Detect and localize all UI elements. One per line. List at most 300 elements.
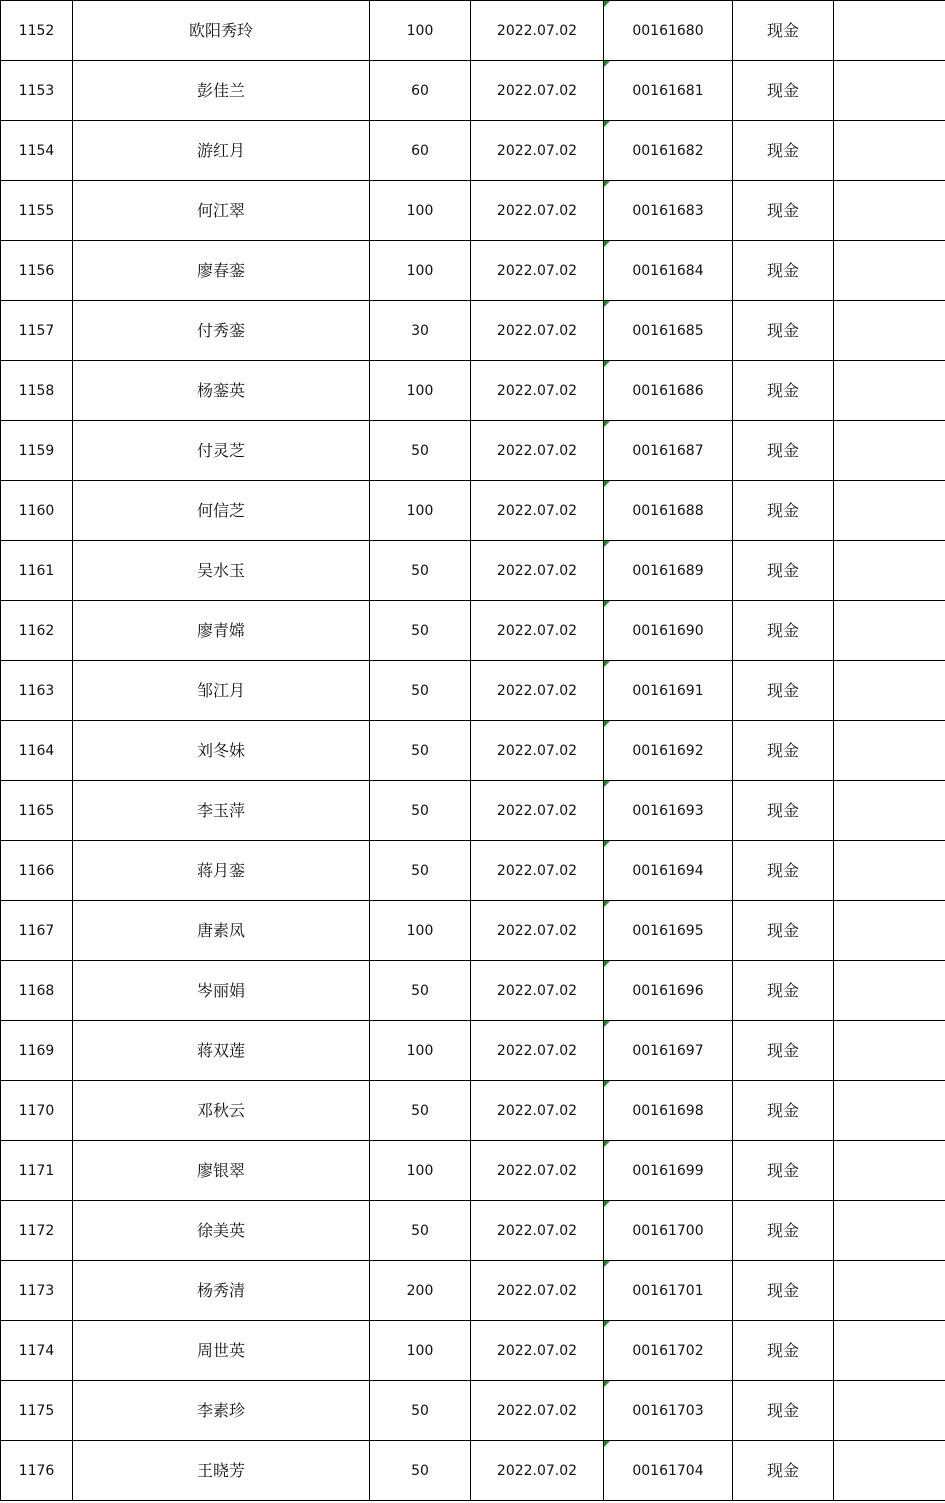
- amount-cell[interactable]: [370, 1141, 471, 1201]
- receipt-number-cell[interactable]: [604, 1201, 733, 1261]
- date-cell[interactable]: [471, 961, 604, 1021]
- amount-text: 100: [406, 1162, 434, 1179]
- text-format-marker-icon: [604, 721, 610, 727]
- text-format-marker-icon: [604, 1261, 610, 1267]
- payment-method-cell[interactable]: [733, 781, 834, 841]
- amount-text: 60: [411, 142, 429, 159]
- donor-name-cell[interactable]: [73, 481, 370, 541]
- date-text: 2022.07.02: [496, 1222, 578, 1239]
- table-row[interactable]: [1, 1021, 945, 1081]
- donor-name-cell[interactable]: [73, 721, 370, 781]
- amount-cell[interactable]: [370, 721, 471, 781]
- serial-number-cell[interactable]: [1, 1261, 73, 1321]
- receipt-number-cell[interactable]: [604, 841, 733, 901]
- note-cell[interactable]: [834, 1381, 945, 1441]
- date-cell[interactable]: [471, 121, 604, 181]
- receipt-number-cell[interactable]: [604, 1441, 733, 1501]
- table-row[interactable]: [1, 1141, 945, 1201]
- date-cell[interactable]: [471, 181, 604, 241]
- donor-name-cell[interactable]: [73, 301, 370, 361]
- date-text: 2022.07.02: [496, 742, 578, 759]
- donor-name-cell[interactable]: [73, 1441, 370, 1501]
- payment-method-cell[interactable]: [733, 1201, 834, 1261]
- date-text: 2022.07.02: [496, 382, 578, 399]
- donor-name-text: 蒋月銮: [196, 860, 245, 880]
- amount-text: 100: [406, 1342, 434, 1359]
- note-cell[interactable]: [834, 181, 945, 241]
- donor-name-text: 邓秋云: [196, 1100, 245, 1120]
- table-row[interactable]: [1, 421, 945, 481]
- amount-cell[interactable]: [370, 1441, 471, 1501]
- amount-cell[interactable]: [370, 601, 471, 661]
- amount-cell[interactable]: [370, 1201, 471, 1261]
- table-row[interactable]: [1, 781, 945, 841]
- payment-method-cell[interactable]: [733, 1021, 834, 1081]
- receipt-number-cell[interactable]: [604, 1, 733, 61]
- date-text: 2022.07.02: [496, 1102, 578, 1119]
- serial-number-cell[interactable]: [1, 61, 73, 121]
- donor-name-text: 付灵芝: [196, 440, 245, 460]
- table-row[interactable]: [1, 481, 945, 541]
- receipt-number-cell[interactable]: [604, 61, 733, 121]
- receipt-number-text: 00161690: [632, 622, 704, 639]
- serial-number-text: 1173: [18, 1282, 55, 1299]
- donor-name-cell[interactable]: [73, 781, 370, 841]
- date-text: 2022.07.02: [496, 502, 578, 519]
- donor-name-cell[interactable]: [73, 1021, 370, 1081]
- amount-cell[interactable]: [370, 61, 471, 121]
- receipt-number-text: 00161689: [632, 562, 704, 579]
- donor-name-cell[interactable]: [73, 181, 370, 241]
- date-cell[interactable]: [471, 541, 604, 601]
- serial-number-cell[interactable]: [1, 1021, 73, 1081]
- table-row[interactable]: [1, 661, 945, 721]
- donor-name-text: 徐美英: [196, 1220, 245, 1240]
- serial-number-cell[interactable]: [1, 841, 73, 901]
- receipt-number-cell[interactable]: [604, 121, 733, 181]
- note-cell[interactable]: [834, 361, 945, 421]
- table-row[interactable]: [1, 1381, 945, 1441]
- serial-number-text: 1176: [18, 1462, 55, 1479]
- receipt-number-text: 00161687: [632, 442, 704, 459]
- table-row[interactable]: [1, 1, 945, 61]
- serial-number-cell[interactable]: [1, 1321, 73, 1381]
- amount-cell[interactable]: [370, 1381, 471, 1441]
- date-cell[interactable]: [471, 241, 604, 301]
- receipt-number-cell[interactable]: [604, 781, 733, 841]
- receipt-number-text: 00161699: [632, 1162, 704, 1179]
- note-cell[interactable]: [834, 661, 945, 721]
- table-row[interactable]: [1, 1441, 945, 1501]
- payment-method-cell[interactable]: [733, 601, 834, 661]
- payment-method-text: 现金: [766, 200, 799, 220]
- payment-method-cell[interactable]: [733, 481, 834, 541]
- donor-name-text: 刘冬妹: [196, 740, 245, 760]
- receipt-number-cell[interactable]: [604, 541, 733, 601]
- note-cell[interactable]: [834, 1201, 945, 1261]
- receipt-number-text: 00161685: [632, 322, 704, 339]
- date-cell[interactable]: [471, 1261, 604, 1321]
- text-format-marker-icon: [604, 1141, 610, 1147]
- note-cell[interactable]: [834, 541, 945, 601]
- note-cell[interactable]: [834, 1, 945, 61]
- receipt-number-cell[interactable]: [604, 1021, 733, 1081]
- donor-name-cell[interactable]: [73, 1201, 370, 1261]
- serial-number-cell[interactable]: [1, 121, 73, 181]
- receipt-number-text: 00161702: [632, 1342, 704, 1359]
- receipt-number-text: 00161686: [632, 382, 704, 399]
- receipt-number-cell[interactable]: [604, 1321, 733, 1381]
- receipt-number-cell[interactable]: [604, 1261, 733, 1321]
- receipt-number-cell[interactable]: [604, 1081, 733, 1141]
- text-format-marker-icon: [604, 1021, 610, 1027]
- note-cell[interactable]: [834, 241, 945, 301]
- date-cell[interactable]: [471, 721, 604, 781]
- table-row[interactable]: [1, 1321, 945, 1381]
- amount-text: 60: [411, 82, 429, 99]
- donor-name-cell[interactable]: [73, 361, 370, 421]
- note-cell[interactable]: [834, 1261, 945, 1321]
- payment-method-cell[interactable]: [733, 301, 834, 361]
- note-cell[interactable]: [834, 841, 945, 901]
- serial-number-cell[interactable]: [1, 1441, 73, 1501]
- serial-number-text: 1163: [18, 682, 55, 699]
- donor-name-cell[interactable]: [73, 961, 370, 1021]
- note-cell[interactable]: [834, 61, 945, 121]
- payment-method-text: 现金: [766, 20, 799, 40]
- receipt-number-cell[interactable]: [604, 241, 733, 301]
- amount-text: 50: [411, 862, 429, 879]
- receipt-number-cell[interactable]: [604, 1141, 733, 1201]
- date-text: 2022.07.02: [496, 1342, 578, 1359]
- receipt-number-cell[interactable]: [604, 421, 733, 481]
- date-text: 2022.07.02: [496, 262, 578, 279]
- receipt-number-text: 00161691: [632, 682, 704, 699]
- note-cell[interactable]: [834, 1141, 945, 1201]
- date-cell[interactable]: [471, 421, 604, 481]
- note-cell[interactable]: [834, 121, 945, 181]
- serial-number-cell[interactable]: [1, 481, 73, 541]
- amount-text: 100: [406, 382, 434, 399]
- text-format-marker-icon: [604, 1321, 610, 1327]
- amount-cell[interactable]: [370, 1, 471, 61]
- table-row[interactable]: [1, 721, 945, 781]
- serial-number-cell[interactable]: [1, 1, 73, 61]
- receipt-number-text: 00161703: [632, 1402, 704, 1419]
- table-row[interactable]: [1, 1081, 945, 1141]
- date-cell[interactable]: [471, 301, 604, 361]
- donor-name-text: 周世英: [196, 1340, 245, 1360]
- text-format-marker-icon: [604, 1, 610, 7]
- receipt-number-cell[interactable]: [604, 661, 733, 721]
- donor-name-cell[interactable]: [73, 1141, 370, 1201]
- amount-cell[interactable]: [370, 901, 471, 961]
- donor-name-cell[interactable]: [73, 901, 370, 961]
- date-cell[interactable]: [471, 61, 604, 121]
- donor-name-text: 吴水玉: [196, 560, 245, 580]
- table-row[interactable]: [1, 361, 945, 421]
- serial-number-cell[interactable]: [1, 1141, 73, 1201]
- receipt-number-cell[interactable]: [604, 601, 733, 661]
- date-cell[interactable]: [471, 1, 604, 61]
- amount-cell[interactable]: [370, 541, 471, 601]
- date-cell[interactable]: [471, 901, 604, 961]
- date-cell[interactable]: [471, 781, 604, 841]
- receipt-number-text: 00161698: [632, 1102, 704, 1119]
- amount-cell[interactable]: [370, 301, 471, 361]
- serial-number-cell[interactable]: [1, 241, 73, 301]
- note-cell[interactable]: [834, 1021, 945, 1081]
- serial-number-cell[interactable]: [1, 1201, 73, 1261]
- donor-name-cell[interactable]: [73, 1, 370, 61]
- date-cell[interactable]: [471, 841, 604, 901]
- receipt-number-text: 00161693: [632, 802, 704, 819]
- payment-method-text: 现金: [766, 380, 799, 400]
- amount-cell[interactable]: [370, 1321, 471, 1381]
- payment-method-text: 现金: [766, 1220, 799, 1240]
- donor-name-cell[interactable]: [73, 121, 370, 181]
- date-cell[interactable]: [471, 1321, 604, 1381]
- serial-number-cell[interactable]: [1, 541, 73, 601]
- date-text: 2022.07.02: [496, 682, 578, 699]
- text-format-marker-icon: [604, 1381, 610, 1387]
- payment-method-cell[interactable]: [733, 1381, 834, 1441]
- donor-name-cell[interactable]: [73, 601, 370, 661]
- payment-method-text: 现金: [766, 920, 799, 940]
- table-row[interactable]: [1, 1201, 945, 1261]
- date-cell[interactable]: [471, 1141, 604, 1201]
- payment-method-text: 现金: [766, 260, 799, 280]
- date-cell[interactable]: [471, 1381, 604, 1441]
- table-row[interactable]: [1, 241, 945, 301]
- payment-method-text: 现金: [766, 860, 799, 880]
- table-row[interactable]: [1, 181, 945, 241]
- serial-number-cell[interactable]: [1, 781, 73, 841]
- receipt-number-cell[interactable]: [604, 1381, 733, 1441]
- donor-name-cell[interactable]: [73, 421, 370, 481]
- donor-name-text: 付秀銮: [196, 320, 245, 340]
- payment-method-cell[interactable]: [733, 661, 834, 721]
- payment-method-text: 现金: [766, 680, 799, 700]
- payment-method-cell[interactable]: [733, 1441, 834, 1501]
- note-cell[interactable]: [834, 601, 945, 661]
- payment-method-text: 现金: [766, 1160, 799, 1180]
- serial-number-text: 1165: [18, 802, 55, 819]
- receipt-number-cell[interactable]: [604, 301, 733, 361]
- amount-cell[interactable]: [370, 781, 471, 841]
- note-cell[interactable]: [834, 781, 945, 841]
- date-text: 2022.07.02: [496, 142, 578, 159]
- amount-text: 100: [406, 22, 434, 39]
- amount-cell[interactable]: [370, 1261, 471, 1321]
- payment-method-cell[interactable]: [733, 181, 834, 241]
- amount-cell[interactable]: [370, 361, 471, 421]
- receipt-number-text: 00161700: [632, 1222, 704, 1239]
- payment-method-text: 现金: [766, 500, 799, 520]
- date-text: 2022.07.02: [496, 562, 578, 579]
- text-format-marker-icon: [604, 61, 610, 67]
- receipt-number-cell[interactable]: [604, 901, 733, 961]
- amount-cell[interactable]: [370, 121, 471, 181]
- serial-number-text: 1154: [18, 142, 55, 159]
- receipt-number-cell[interactable]: [604, 481, 733, 541]
- text-format-marker-icon: [604, 781, 610, 787]
- table-row[interactable]: [1, 901, 945, 961]
- payment-method-text: 现金: [766, 620, 799, 640]
- text-format-marker-icon: [604, 481, 610, 487]
- serial-number-text: 1156: [18, 262, 55, 279]
- payment-method-text: 现金: [766, 1400, 799, 1420]
- payment-method-cell[interactable]: [733, 961, 834, 1021]
- serial-number-cell[interactable]: [1, 661, 73, 721]
- donor-name-cell[interactable]: [73, 841, 370, 901]
- receipt-number-cell[interactable]: [604, 721, 733, 781]
- note-cell[interactable]: [834, 1441, 945, 1501]
- date-cell[interactable]: [471, 481, 604, 541]
- table-body: [1, 1, 945, 1501]
- payment-method-text: 现金: [766, 1460, 799, 1480]
- table-row[interactable]: [1, 1261, 945, 1321]
- amount-cell[interactable]: [370, 421, 471, 481]
- serial-number-cell[interactable]: [1, 1381, 73, 1441]
- note-cell[interactable]: [834, 481, 945, 541]
- amount-text: 50: [411, 562, 429, 579]
- receipt-number-text: 00161684: [632, 262, 704, 279]
- receipt-number-text: 00161688: [632, 502, 704, 519]
- donor-name-text: 王晓芳: [196, 1460, 245, 1480]
- donor-name-cell[interactable]: [73, 541, 370, 601]
- donor-name-cell[interactable]: [73, 241, 370, 301]
- serial-number-text: 1155: [18, 202, 55, 219]
- date-cell[interactable]: [471, 1021, 604, 1081]
- table-row[interactable]: [1, 601, 945, 661]
- receipt-number-text: 00161680: [632, 22, 704, 39]
- note-cell[interactable]: [834, 721, 945, 781]
- payment-method-cell[interactable]: [733, 841, 834, 901]
- donor-name-cell[interactable]: [73, 1381, 370, 1441]
- table-row[interactable]: [1, 541, 945, 601]
- receipt-number-text: 00161682: [632, 142, 704, 159]
- amount-text: 50: [411, 1462, 429, 1479]
- amount-cell[interactable]: [370, 1021, 471, 1081]
- note-cell[interactable]: [834, 1321, 945, 1381]
- amount-text: 100: [406, 202, 434, 219]
- serial-number-cell[interactable]: [1, 1081, 73, 1141]
- donor-name-cell[interactable]: [73, 661, 370, 721]
- amount-cell[interactable]: [370, 181, 471, 241]
- serial-number-cell[interactable]: [1, 721, 73, 781]
- serial-number-text: 1168: [18, 982, 55, 999]
- payment-method-cell[interactable]: [733, 61, 834, 121]
- date-cell[interactable]: [471, 661, 604, 721]
- note-cell[interactable]: [834, 1081, 945, 1141]
- serial-number-cell[interactable]: [1, 301, 73, 361]
- date-text: 2022.07.02: [496, 22, 578, 39]
- payment-method-cell[interactable]: [733, 121, 834, 181]
- payment-method-cell[interactable]: [733, 901, 834, 961]
- receipt-number-text: 00161683: [632, 202, 704, 219]
- amount-cell[interactable]: [370, 481, 471, 541]
- donor-name-cell[interactable]: [73, 1081, 370, 1141]
- receipt-number-cell[interactable]: [604, 361, 733, 421]
- table-row[interactable]: [1, 121, 945, 181]
- payment-method-cell[interactable]: [733, 721, 834, 781]
- serial-number-cell[interactable]: [1, 181, 73, 241]
- receipt-number-text: 00161694: [632, 862, 704, 879]
- text-format-marker-icon: [604, 361, 610, 367]
- text-format-marker-icon: [604, 1081, 610, 1087]
- serial-number-text: 1161: [18, 562, 55, 579]
- serial-number-cell[interactable]: [1, 421, 73, 481]
- note-cell[interactable]: [834, 301, 945, 361]
- payment-method-cell[interactable]: [733, 421, 834, 481]
- donor-name-text: 杨秀清: [196, 1280, 245, 1300]
- amount-cell[interactable]: [370, 961, 471, 1021]
- serial-number-cell[interactable]: [1, 361, 73, 421]
- donor-name-text: 彭佳兰: [196, 80, 245, 100]
- payment-method-cell[interactable]: [733, 1141, 834, 1201]
- payment-method-cell[interactable]: [733, 541, 834, 601]
- donor-name-text: 李玉萍: [196, 800, 245, 820]
- date-text: 2022.07.02: [496, 1282, 578, 1299]
- date-cell[interactable]: [471, 1201, 604, 1261]
- table-row[interactable]: [1, 61, 945, 121]
- amount-text: 200: [406, 1282, 434, 1299]
- note-cell[interactable]: [834, 901, 945, 961]
- donor-name-text: 邹江月: [196, 680, 245, 700]
- table-row[interactable]: [1, 961, 945, 1021]
- payment-method-cell[interactable]: [733, 1261, 834, 1321]
- table-row[interactable]: [1, 301, 945, 361]
- amount-cell[interactable]: [370, 661, 471, 721]
- donor-name-cell[interactable]: [73, 1321, 370, 1381]
- serial-number-cell[interactable]: [1, 961, 73, 1021]
- payment-method-cell[interactable]: [733, 1, 834, 61]
- text-format-marker-icon: [604, 301, 610, 307]
- payment-method-text: 现金: [766, 440, 799, 460]
- donor-name-text: 岑丽娟: [196, 980, 245, 1000]
- table-row[interactable]: [1, 841, 945, 901]
- serial-number-text: 1170: [18, 1102, 55, 1119]
- date-cell[interactable]: [471, 1081, 604, 1141]
- payment-method-cell[interactable]: [733, 361, 834, 421]
- amount-cell[interactable]: [370, 1081, 471, 1141]
- note-cell[interactable]: [834, 421, 945, 481]
- donor-name-cell[interactable]: [73, 61, 370, 121]
- date-cell[interactable]: [471, 361, 604, 421]
- serial-number-text: 1175: [18, 1402, 55, 1419]
- receipt-number-text: 00161704: [632, 1462, 704, 1479]
- donor-name-text: 游红月: [196, 140, 245, 160]
- date-cell[interactable]: [471, 1441, 604, 1501]
- serial-number-cell[interactable]: [1, 601, 73, 661]
- donor-name-cell[interactable]: [73, 1261, 370, 1321]
- note-cell[interactable]: [834, 961, 945, 1021]
- date-cell[interactable]: [471, 601, 604, 661]
- amount-text: 100: [406, 262, 434, 279]
- receipt-number-text: 00161697: [632, 1042, 704, 1059]
- payment-method-cell[interactable]: [733, 241, 834, 301]
- serial-number-cell[interactable]: [1, 901, 73, 961]
- receipt-number-cell[interactable]: [604, 961, 733, 1021]
- date-text: 2022.07.02: [496, 622, 578, 639]
- payment-method-text: 现金: [766, 740, 799, 760]
- amount-cell[interactable]: [370, 241, 471, 301]
- payment-method-cell[interactable]: [733, 1081, 834, 1141]
- receipt-number-cell[interactable]: [604, 181, 733, 241]
- payment-method-cell[interactable]: [733, 1321, 834, 1381]
- amount-cell[interactable]: [370, 841, 471, 901]
